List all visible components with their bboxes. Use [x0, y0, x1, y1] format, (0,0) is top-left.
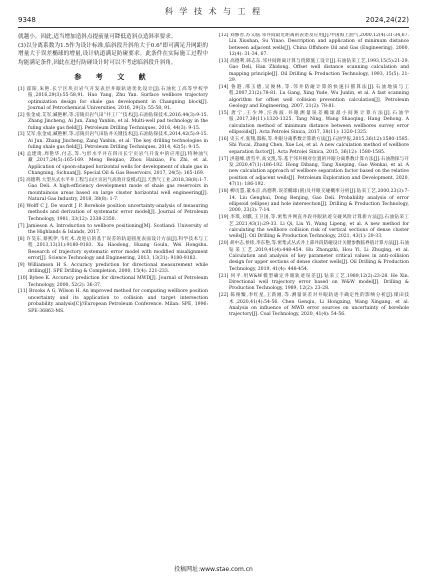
header-divider	[18, 27, 409, 28]
reference-entry: [7] Jamieson A. Introduction to wellbore positioning[M]. Scotland: University of the Highlands & Islands, 2017.	[18, 223, 208, 236]
reference-entry: [4] 孟建琦,周艳华,付志,等.勺形水平井在四川长宁页岩气开发中的应用[J].特种油气藏,2017,24(5):165-169. Meng Beiqiao, Zhou Haixiao, Fu Zhi, et al. Application of spoon-shaped horizontal wells for development of shale gas in Changning, Sichuan[J]. Special Oil & Gas Reservoirs, 2017, 24(5): 165-169.	[18, 152, 208, 177]
reference-entry: [22] 陈俊臻,李红星,王新刚,等.测量误差对井眼轨迹不确定性的影响分析[J].煤田技术,2020,41(4):54-56. Chen Genqiu, Li Hongxing, Wang Xingang, et al. Analysis on influence of MWD error sources on uncertainty of borehole trajectory[J]. Coal Technology, 2020, 41(4): 54-56.	[219, 293, 409, 318]
left-column	[18, 33, 208, 557]
body-paragraph: (3)以分离系数为1.5作为设计标准,临斜段升斜角大于0.6°即可满足升网距的增量大于误差椭球的增量,设计轨道满足防碰要求。此条件在实际施工过程中均能满足条件,因此在进行防碰设计时可以不考虑临斜段升斜角。	[18, 43, 208, 66]
reference-entry: [15] 唐宁,王少坤,汪海波.井眼测量误差椭球最小间距计算方法[J].石油学报,2017,38(11):1320-1325. Tang Ning, Wang Shaoqing, Hang Dehong. A calculation method of minimum distance between wellbores survey error ellipsoids[J]. Acta Petrolei Sinica, 2017, 38(11): 1320-1325.	[219, 111, 409, 136]
reference-entry: [17] 洪超峰,唐雪平,高文凯,等.基于邻井相对位置的井眼分离系数计算方法[J].石油勘探与开发,2020,47(1):186-192. Hong Dibang, Tang Xueping, Gao Wenkai, et al. A new calculation approach of wellbore separation factor based on the relative position of adjacent wells[J]. Petroleum Exploration and Development, 2020, 47(1): 186-192.	[219, 156, 409, 188]
reference-entry: [5] 高德利.大型丛式水平井工程与山区页岩气高效开发模式[J].天然气工业,2018,38(8):1-7. Gao Deli. A high-efficiency development mode of shale gas reservoirs in mountainous areas based on large cluster horizontal well engineering[J]. Natural Gas Industry, 2018, 38(8): 1-7.	[18, 178, 208, 203]
reference-entry: [18] 柳贡慧,董本京,高德利.误差椭球(圆)及井眼交碰概率分析[J].钻采工艺,2000,23(3):7-14. Liu Genghui, Dong Benjing, Gao Deli. Probability analysis of error ellipsoid (ellipse) and hole intersection[J]. Drilling & Production Technology, 2000, 23(3): 7-14.	[219, 189, 409, 214]
body-paragraph: 就越小。因此,适当增加造斜点提前量可降低造斜点造斜率要求。	[18, 34, 177, 40]
reference-entry: [20] 胡中志,侯炜,李东艳,等.密集式丛式井上部井段防碰设计关键参数临界值计算方法[J].石油钻采工艺,2019,41(4):448-454. Hu Zhongzhi, Hou Yi, Li Zhuqing, et al. Calculation and analysis of key parameter critical values in anti-collision design for upper sections of dense cluster wells[J]. Oil Drilling & Production Technology, 2019, 41(4): 448-454.	[219, 241, 409, 272]
reference-list-right	[219, 33, 409, 319]
reference-entry: [9] Williamson H S. Accuracy prediction for directional measurement while drilling[J]. SPE Drilling & Completion, 2000, 15(4): 221-233.	[18, 262, 208, 275]
reference-entry: [6] Wolff C J, De wardt J P. Borehole position uncertainty-analysis of measuring methods and derivation of systematic error model[J]. Journal of Petroleum Technology, 1981, 33(12): 2338-2350.	[18, 204, 208, 222]
reference-entry: [12] 刘修善,苏义脑.邻井间最近距离的表述及应用[J].中国海上油气,2000,12(4):31-34,67. Liu Xiushan, Su Yinao. Description and application of minimum distance between adjacent wells[J]. China Offshore Oil and Gas (Engineering), 2000, 12(4): 31-34, 67.	[219, 33, 409, 58]
submission-url: 投稿网址:www.stae.com.cn	[174, 566, 253, 573]
references-heading: 参 考 文 献	[74, 72, 152, 81]
reference-entry: [14] 鲁港,邢玉德,吴俊林,等.邻井防碰计算的快速扫描算法[J].石油地质与工程,2007,21(2):78-81. Lu Gang, Xing Yude, Wu Junlin, et al. A fast scanning algorithm for offset well collision prevention calculation[J]. Petroleum Geology and Engineering, 2007, 21(2): 78-81.	[219, 85, 409, 110]
journal-title: 科 学 技 术 与 工 程	[164, 7, 263, 16]
reference-entry: [19] 李琪,刘麒,王卫国,等.密集井网直井段井眼轨迹交碰风险计算新方法[J].石油钻采工艺,2021,43(1):29-33. Li Qi, Liu Yi, Wang Lipeng, et al. A new method for calculating the wellbore collision risk of vertical sections of dense cluster wells[J]. Oil Drilling & Production Technology, 2021, 43(1): 29-33.	[219, 215, 409, 240]
reference-list-left	[18, 87, 208, 315]
reference-entry: [2] 张金成,艾军,臧艳彬,等.涪陵页岩气田“井工厂”技术[J].石油钻探技术,2016,44(3):9-15. Zhang Jincheng, Ai Jun, Zang Yanbin, et al. Multi-well pad technology in the fuling shale gas field[J]. Petroleum Drilling Techniques, 2016, 44(3): 9-15.	[18, 112, 208, 131]
page-header	[18, 6, 409, 26]
reference-entry: [1] 霍阳,朱艳.长宁区块页岩气开发表层井眼轨迹优化设计[J].石油化工高等学校学报,2016,29(3):55-58,91. Huo Yang, Zhu Yan. Surface wellbore trajectory optimization design for shale gas development in Changning block[J]. Journal of Petrochemical Universities, 2016, 29(3): 55-58, 91.	[18, 86, 208, 112]
reference-entry: [21] 何平.用W&W模型确定井眼轨迹误差[J].钻采工艺,1989,12(2):23-28. He Xin. Directional well trajectory error based on W&W model[J]. Drilling & Production Technology, 1989, 12(2): 23-28.	[219, 273, 409, 292]
reference-entry: [8] 许昊东,蔡熙伊,韦红术.改进后的基于误差的轨道圆度表面设计方法[J].科学技术与工程,2013,13(31):9180-9183. Xu Haodong, Huang Goulu, Wei Hongshu. Research of trajectory systematic error model with modified misalignment error[J]. Science Technology and Engineering, 2013, 13(31): 9180-9183.	[18, 236, 208, 262]
right-column	[219, 33, 409, 557]
reference-entry: [10] Bybee K. Accuracy prediction for directional MWD[J]. Journal of Petroleum Technology, 2000, 52(2): 36-37.	[18, 276, 208, 288]
reference-entry: [13] 高德利,韩志东.邻井间距离计算与绕障施工设计[J].石油钻采工艺,1993,15(5):21-29. Gao Deli, Han Zhidong. Offset well distance scanning calculation and mapping principle[J]. Oil Drilling & Production Technology, 1993, 15(5): 21-29.	[219, 59, 409, 84]
reference-entry: [11] Brooks A G, Wilson H. An improved method for computing wellbore position uncertainty and its application to collision and target intersection probability analysis[C]//European Petroleum Conference. Milan: SPE, 1996: SPE-36863-MS.	[18, 289, 208, 314]
reference-entry: [3] 艾军,张金成,臧艳彬,等.涪陵页岩气田钻井关键技术[J].石油钻探技术,2014,42(5):9-15. Ai Jun, Zhang Jincheng, Zang Yanbin, et al. The key drilling technologies in fuling shale gas field[J]. Petroleum Drilling Techniques, 2014, 42(5): 9-15.	[18, 132, 208, 151]
reference-entry: [16] 史玉才,张翔,邵栋,等.井眼分离系数计算新方法[J].石油学报,2015,36(12):1580-1585. Shi Yucai, Zhang Chen, Xue Lei, et al. A new calculation method of wellbore separation factor[J]. Acta Petrolei Sinica, 2015, 36(12): 1580-1585.	[219, 137, 409, 155]
page-number: 9348	[18, 16, 36, 24]
volume-issue: 2024,24(22)	[365, 16, 409, 24]
